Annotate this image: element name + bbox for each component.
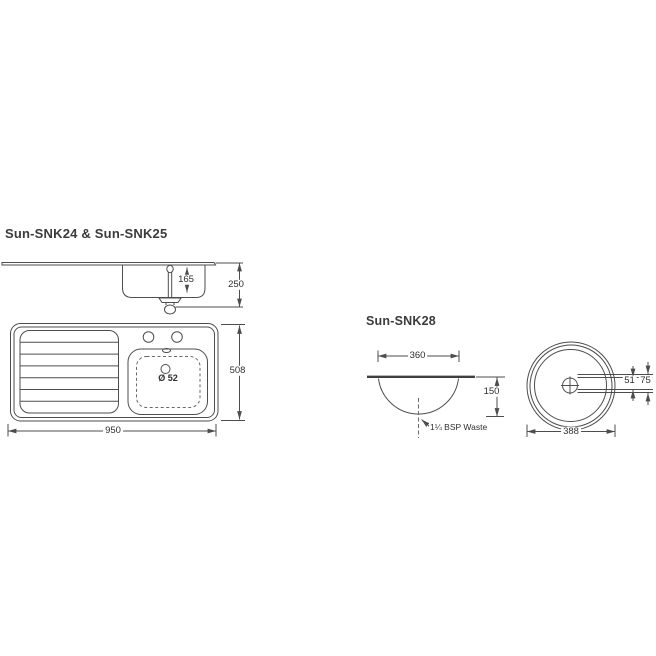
snk28-plan-dimensions [527, 362, 648, 437]
standpipe-knob [167, 265, 173, 272]
waste-note-label: 1¼ BSP Waste [430, 421, 488, 432]
dim-label-waste-diameter-52: Ø 52 [158, 372, 178, 383]
drainer-area [20, 331, 119, 414]
dim-label-width-508: 508 [229, 364, 246, 376]
drainboard-profile [2, 263, 216, 266]
snk28-plan-view [527, 342, 653, 430]
dim-label-height-250: 250 [228, 278, 244, 290]
waste-trap [165, 305, 176, 314]
dim-label-bowl-width-360: 360 [409, 349, 426, 361]
dim-label-waste-51: 51 [624, 374, 635, 386]
drainer-ribs [21, 342, 119, 401]
dim-label-diameter-388: 388 [563, 425, 579, 437]
waste-flange [159, 298, 181, 303]
snk24-plan-dimensions [8, 325, 245, 437]
dim-label-length-950: 950 [105, 424, 121, 436]
dim-label-bowl-depth-150: 150 [483, 385, 500, 397]
round-bowl-profile [379, 379, 459, 415]
waste-outlet-symbol [561, 377, 579, 395]
snk24-side-view [2, 263, 243, 315]
snk24-plan-view [11, 324, 219, 422]
tap-hole-right [172, 332, 183, 343]
sink-outer-rim [11, 324, 219, 422]
dim-label-recess-75: 75 [640, 374, 651, 386]
tap-hole-left [143, 332, 154, 343]
drawing-title-snk28: Sun-SNK28 [366, 314, 436, 328]
sink-inner-rim [14, 327, 215, 418]
dim-label-bowl-depth-165: 165 [178, 273, 194, 285]
drawing-title-snk24: Sun-SNK24 & Sun-SNK25 [5, 226, 168, 241]
